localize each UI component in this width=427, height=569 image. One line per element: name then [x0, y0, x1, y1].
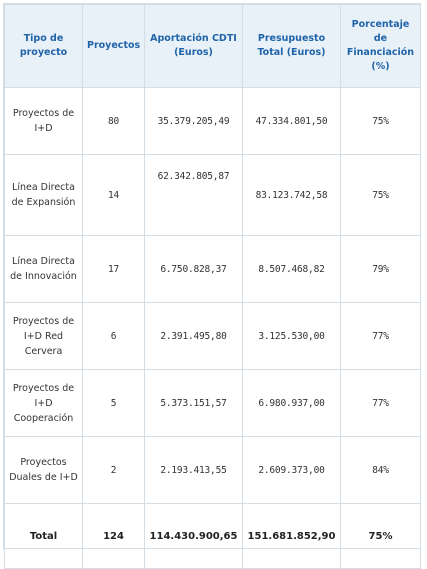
total-label: Total [5, 504, 83, 569]
cell-aportacion: 5.373.151,57 [145, 370, 243, 437]
table-total-row [5, 504, 421, 569]
table-row [5, 437, 421, 504]
cell-proyectos: 17 [83, 236, 145, 303]
cell-aportacion: 2.193.413,55 [145, 437, 243, 504]
cell-presupuesto: 3.125.530,00 [243, 303, 341, 370]
table-row [5, 155, 421, 236]
header-aportacion: Aportación CDTI (Euros) [145, 5, 243, 88]
table-header-row [5, 5, 421, 88]
cell-porcentaje: 75% [341, 88, 421, 155]
header-presupuesto: Presupuesto Total (Euros) [243, 5, 341, 88]
cell-aportacion: 2.391.495,80 [145, 303, 243, 370]
cell-porcentaje: 77% [341, 303, 421, 370]
cell-presupuesto: 2.609.373,00 [243, 437, 341, 504]
header-tipo: Tipo de proyecto [5, 5, 83, 88]
cell-proyectos: 2 [83, 437, 145, 504]
cell-aportacion: 62.342.805,87 [145, 155, 243, 236]
financing-table-container [3, 3, 421, 549]
cell-tipo: Línea Directa de Innovación [5, 236, 83, 303]
cell-presupuesto: 8.507.468,82 [243, 236, 341, 303]
table-row [5, 236, 421, 303]
financing-table [4, 4, 421, 569]
total-proyectos: 124 [83, 504, 145, 569]
cell-aportacion: 6.750.828,37 [145, 236, 243, 303]
header-proyectos: Proyectos [83, 5, 145, 88]
cell-presupuesto: 47.334.801,50 [243, 88, 341, 155]
cell-tipo: Línea Directa de Expansión [5, 155, 83, 236]
table-row [5, 370, 421, 437]
cell-tipo: Proyectos de I+D Cooperación [5, 370, 83, 437]
cell-tipo: Proyectos de I+D [5, 88, 83, 155]
table-row [5, 303, 421, 370]
cell-tipo: Proyectos de I+D Red Cervera [5, 303, 83, 370]
total-presupuesto: 151.681.852,90 [243, 504, 341, 569]
header-porcentaje: Porcentaje de Financiación (%) [341, 5, 421, 88]
cell-tipo: Proyectos Duales de I+D [5, 437, 83, 504]
total-porcentaje: 75% [341, 504, 421, 569]
cell-proyectos: 80 [83, 88, 145, 155]
cell-presupuesto: 6.980.937,00 [243, 370, 341, 437]
table-row [5, 88, 421, 155]
cell-aportacion: 35.379.205,49 [145, 88, 243, 155]
cell-proyectos: 14 [83, 155, 145, 236]
cell-presupuesto: 83.123.742,58 [243, 155, 341, 236]
total-aportacion: 114.430.900,65 [145, 504, 243, 569]
cell-porcentaje: 77% [341, 370, 421, 437]
cell-porcentaje: 79% [341, 236, 421, 303]
cell-porcentaje: 84% [341, 437, 421, 504]
cell-proyectos: 6 [83, 303, 145, 370]
cell-porcentaje: 75% [341, 155, 421, 236]
cell-proyectos: 5 [83, 370, 145, 437]
